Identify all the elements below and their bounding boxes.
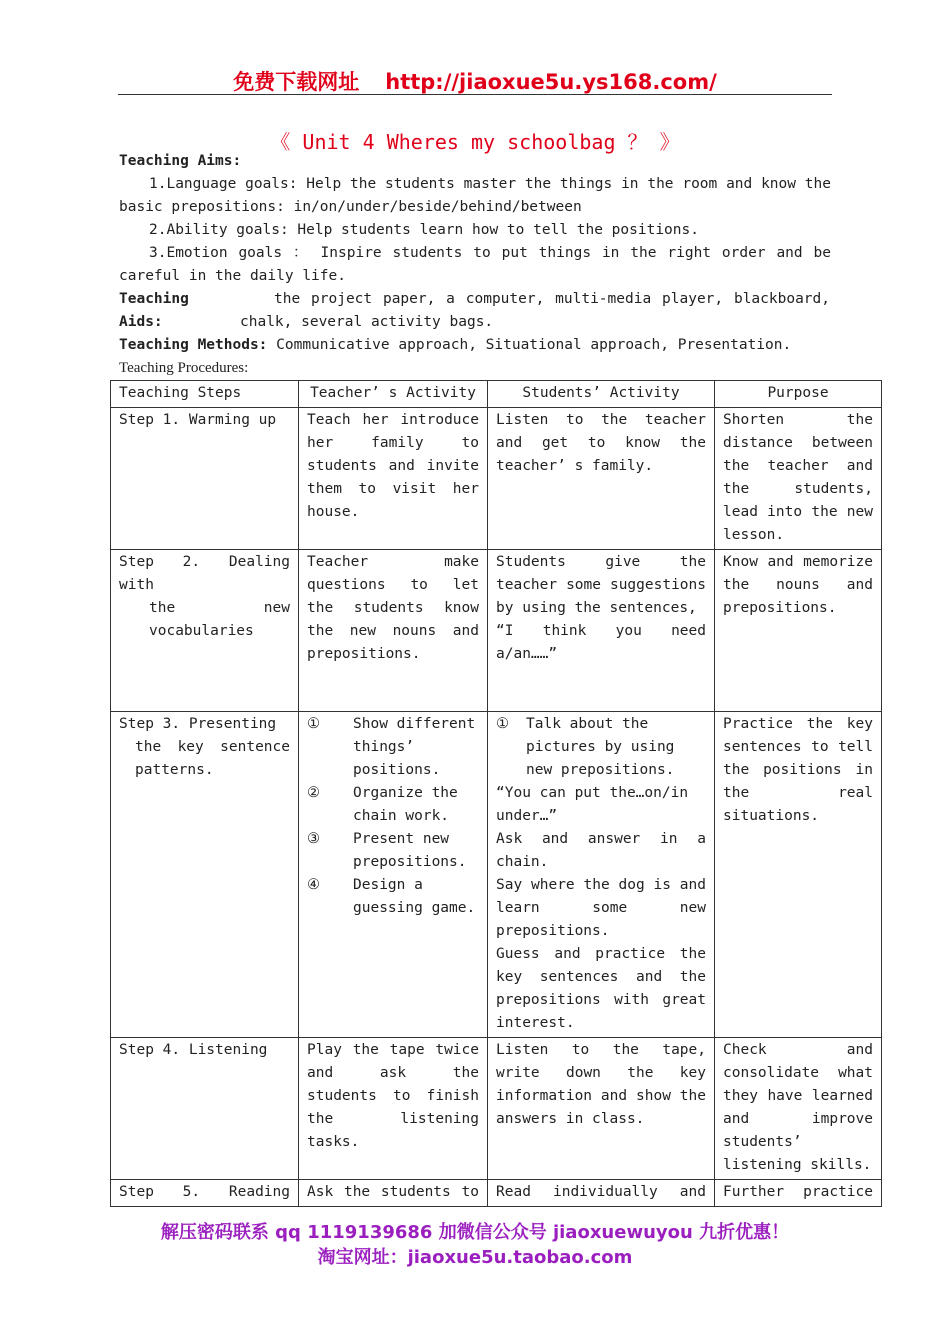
teacher-activity-list: [307, 713, 479, 920]
list-item: ② Organize the chain work.: [307, 785, 458, 824]
aim-line-4: 3.Emotion goals ： Inspire students to put things in the right order and be: [149, 245, 831, 261]
purpose-cell: Check and consolidate what they have learned and improve students’ listening skills.: [715, 1038, 882, 1180]
teacher-cell: Teacher make questions to let the students know the new nouns and prepositions.: [299, 550, 488, 712]
procedures-table: [110, 380, 882, 1207]
methods-text: Communicative approach, Situational approach, Presentation.: [276, 337, 792, 353]
step-line-1: Step 2. Dealing with: [119, 554, 290, 593]
aim-line-3: 2.Ability goals: Help students learn how to tell the positions.: [149, 222, 699, 238]
students-cell: Listen to the teacher and get to know the teacher’ s family.: [488, 408, 715, 550]
students-line-1: Ask and answer in a chain.: [496, 831, 706, 870]
list-item: ① Show different things’ positions.: [307, 716, 476, 778]
purpose-cell: Further practice: [715, 1180, 882, 1207]
aids-heading: Teaching Aids:: [119, 291, 189, 330]
aim-line-5: careful in the daily life.: [119, 268, 346, 284]
table-row: [111, 712, 882, 1038]
table-row: [111, 550, 882, 712]
step-line-2: the new vocabularies: [149, 600, 290, 639]
students-cell: Listen to the tape, write down the key information and show the answers in class.: [488, 1038, 715, 1180]
col-header-purpose: Purpose: [715, 381, 882, 408]
aids-line-1: the project paper, a computer, multi-media player, blackboard,: [274, 291, 830, 307]
teacher-cell: Teach her introduce her family to students and invite them to visit her house.: [299, 408, 488, 550]
col-header-steps: Teaching Steps: [111, 381, 299, 408]
teacher-cell: [299, 712, 488, 1038]
students-text: Students give the teacher some suggestions by using the sentences,: [496, 554, 706, 616]
aim-line-2: basic prepositions: in/on/under/beside/behind/between: [119, 199, 582, 215]
col-header-students: Students’ Activity: [488, 381, 715, 408]
procedures-heading: Teaching Procedures:: [119, 360, 249, 376]
step-cell: Step 1. Warming up: [111, 408, 299, 550]
list-item: ① Talk about the pictures by using new prepositions.: [496, 716, 675, 778]
teacher-cell: Ask the students to: [299, 1180, 488, 1207]
site-label: 免费下载网址: [233, 70, 360, 94]
step-cell: [111, 550, 299, 712]
students-cell: Read individually and: [488, 1180, 715, 1207]
step-line-1: Step 3. Presenting: [119, 716, 277, 732]
aims-heading: Teaching Aims:: [119, 153, 242, 169]
methods-line: [119, 334, 831, 357]
purpose-cell: Know and memorize the nouns and prepositions.: [715, 550, 882, 712]
step-cell: [111, 712, 299, 1038]
document-title: 《 Unit 4 Wheres my schoolbag ？ 》: [270, 130, 680, 154]
students-quote: “I think you need a/an……”: [496, 623, 706, 662]
purpose-cell: Practice the key sentences to tell the positions in the real situations.: [715, 712, 882, 1038]
purpose-cell: Shorten the distance between the teacher and the students, lead into the new lesson.: [715, 408, 882, 550]
header-rule: [118, 94, 832, 95]
list-item: ③ Present new prepositions.: [307, 831, 467, 870]
footer-shop-link[interactable]: 淘宝网址：jiaoxue5u.taobao.com: [317, 1247, 633, 1268]
step-cell: Step 5. Reading: [111, 1180, 299, 1207]
students-activity-list: [496, 713, 706, 782]
aids-line-2: chalk, several activity bags.: [240, 314, 494, 330]
col-header-teacher: Teacher’ s Activity: [299, 381, 488, 408]
table-header-row: [111, 381, 882, 408]
site-url-link[interactable]: http://jiaoxue5u.ys168.com/: [385, 70, 717, 94]
table-row: [111, 1038, 882, 1180]
list-item: ④ Design a guessing game.: [307, 877, 476, 916]
students-cell: [488, 550, 715, 712]
site-header: [0, 66, 950, 96]
table-row: [111, 1180, 882, 1207]
students-quote: “You can put the…on/in under…”: [496, 785, 689, 824]
teacher-cell: Play the tape twice and ask the students to finish the listening tasks.: [299, 1038, 488, 1180]
footer-contact: 解压密码联系 qq 1119139686 加微信公众号 jiaoxuewuyou 九折优惠！: [160, 1222, 790, 1243]
step-line-2: the key sentence patterns.: [135, 739, 290, 778]
students-line-2: Say where the dog is and learn some new prepositions.: [496, 877, 706, 939]
students-cell: [488, 712, 715, 1038]
students-line-3: Guess and practice the key sentences and the prepositions with great interest.: [496, 946, 706, 1031]
step-cell: Step 4. Listening: [111, 1038, 299, 1180]
aim-line-1: 1.Language goals: Help the students master the things in the room and know the: [149, 176, 831, 192]
table-row: [111, 408, 882, 550]
methods-heading: Teaching Methods:: [119, 337, 268, 353]
